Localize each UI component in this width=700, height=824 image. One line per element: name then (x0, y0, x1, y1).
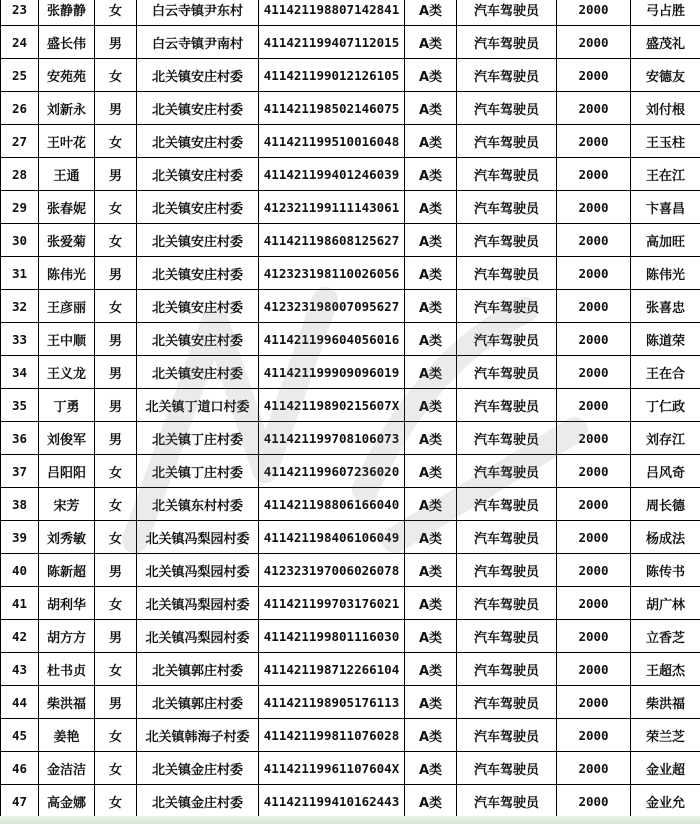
cell-gender: 男 (95, 356, 137, 389)
cell-name: 胡利华 (39, 587, 95, 620)
cell-id-number: 411421198406106049 (259, 521, 405, 554)
cell-category: A类 (405, 191, 457, 224)
cell-id-number: 411421199607236020 (259, 455, 405, 488)
cell-name: 杜书贞 (39, 653, 95, 686)
cell-category: A类 (405, 488, 457, 521)
cell-householder: 卞喜昌 (631, 191, 700, 224)
cell-householder: 吕风奇 (631, 455, 700, 488)
cell-category: A类 (405, 356, 457, 389)
cell-id-number: 411421199012126105 (259, 59, 405, 92)
cell-name: 金洁洁 (39, 752, 95, 785)
cell-householder: 王在合 (631, 356, 700, 389)
table-row (1, 92, 700, 125)
cell-category: A类 (405, 620, 457, 653)
cell-householder: 王玉柱 (631, 125, 700, 158)
cell-address: 北关镇丁庄村委 (137, 422, 259, 455)
cell-amount: 2000 (557, 389, 631, 422)
cell-householder: 陈传书 (631, 554, 700, 587)
cell-gender: 女 (95, 752, 137, 785)
cell-address: 北关镇金庄村委 (137, 752, 259, 785)
cell-id-number: 412323197006026078 (259, 554, 405, 587)
cell-gender: 男 (95, 257, 137, 290)
cell-id-number: 411421199801116030 (259, 620, 405, 653)
cell-amount: 2000 (557, 554, 631, 587)
cell-id-number: 411421199407112015 (259, 26, 405, 59)
cell-householder: 金业允 (631, 785, 700, 818)
cell-category: A类 (405, 587, 457, 620)
cell-category: A类 (405, 686, 457, 719)
page-bottom-edge (0, 816, 700, 824)
cell-householder: 王在江 (631, 158, 700, 191)
cell-training-type: 汽车驾驶员 (457, 356, 557, 389)
cell-index: 47 (1, 785, 39, 818)
cell-name: 刘新永 (39, 92, 95, 125)
table-row (1, 125, 700, 158)
cell-name: 陈新超 (39, 554, 95, 587)
cell-index: 44 (1, 686, 39, 719)
cell-training-type: 汽车驾驶员 (457, 323, 557, 356)
cell-address: 北关镇丁道口村委 (137, 389, 259, 422)
cell-id-number: 411421199510016048 (259, 125, 405, 158)
cell-amount: 2000 (557, 620, 631, 653)
cell-address: 北关镇冯梨园村委 (137, 521, 259, 554)
cell-training-type: 汽车驾驶员 (457, 257, 557, 290)
cell-address: 北关镇安庄村委 (137, 191, 259, 224)
cell-amount: 2000 (557, 290, 631, 323)
cell-householder: 立香芝 (631, 620, 700, 653)
cell-index: 31 (1, 257, 39, 290)
cell-training-type: 汽车驾驶员 (457, 26, 557, 59)
cell-index: 40 (1, 554, 39, 587)
cell-training-type: 汽车驾驶员 (457, 422, 557, 455)
cell-address: 白云寺镇尹南村 (137, 26, 259, 59)
cell-address: 北关镇安庄村委 (137, 92, 259, 125)
cell-address: 北关镇韩海子村委 (137, 719, 259, 752)
cell-training-type: 汽车驾驶员 (457, 752, 557, 785)
cell-gender: 女 (95, 59, 137, 92)
cell-name: 高金娜 (39, 785, 95, 818)
table-row (1, 686, 700, 719)
table-row (1, 653, 700, 686)
cell-id-number: 411421199401246039 (259, 158, 405, 191)
cell-address: 北关镇冯梨园村委 (137, 587, 259, 620)
cell-gender: 女 (95, 0, 137, 26)
table-row (1, 59, 700, 92)
cell-category: A类 (405, 653, 457, 686)
cell-name: 王通 (39, 158, 95, 191)
cell-id-number: 411421199909096019 (259, 356, 405, 389)
cell-name: 姜艳 (39, 719, 95, 752)
cell-amount: 2000 (557, 257, 631, 290)
cell-id-number: 411421199604056016 (259, 323, 405, 356)
cell-index: 24 (1, 26, 39, 59)
cell-householder: 弓占胜 (631, 0, 700, 26)
cell-gender: 男 (95, 92, 137, 125)
cell-gender: 女 (95, 587, 137, 620)
cell-training-type: 汽车驾驶员 (457, 620, 557, 653)
cell-gender: 女 (95, 521, 137, 554)
table-row (1, 785, 700, 818)
cell-training-type: 汽车驾驶员 (457, 554, 557, 587)
cell-address: 北关镇安庄村委 (137, 323, 259, 356)
cell-index: 35 (1, 389, 39, 422)
cell-id-number: 41142119961107604X (259, 752, 405, 785)
cell-index: 38 (1, 488, 39, 521)
cell-name: 盛长伟 (39, 26, 95, 59)
cell-training-type: 汽车驾驶员 (457, 521, 557, 554)
table-row (1, 752, 700, 785)
cell-amount: 2000 (557, 488, 631, 521)
cell-training-type: 汽车驾驶员 (457, 686, 557, 719)
cell-category: A类 (405, 389, 457, 422)
cell-gender: 男 (95, 158, 137, 191)
cell-amount: 2000 (557, 191, 631, 224)
cell-amount: 2000 (557, 587, 631, 620)
table-row (1, 191, 700, 224)
cell-category: A类 (405, 323, 457, 356)
cell-gender: 女 (95, 653, 137, 686)
table-row (1, 26, 700, 59)
cell-index: 36 (1, 422, 39, 455)
cell-index: 45 (1, 719, 39, 752)
cell-category: A类 (405, 290, 457, 323)
cell-address: 北关镇东村村委 (137, 488, 259, 521)
cell-training-type: 汽车驾驶员 (457, 125, 557, 158)
cell-training-type: 汽车驾驶员 (457, 290, 557, 323)
cell-index: 46 (1, 752, 39, 785)
cell-householder: 丁仁政 (631, 389, 700, 422)
table-row (1, 224, 700, 257)
cell-category: A类 (405, 59, 457, 92)
cell-gender: 男 (95, 422, 137, 455)
cell-householder: 盛茂礼 (631, 26, 700, 59)
cell-name: 刘秀敏 (39, 521, 95, 554)
table-row (1, 389, 700, 422)
cell-name: 吕阳阳 (39, 455, 95, 488)
cell-amount: 2000 (557, 356, 631, 389)
cell-training-type: 汽车驾驶员 (457, 224, 557, 257)
cell-training-type: 汽车驾驶员 (457, 785, 557, 818)
cell-address: 北关镇安庄村委 (137, 290, 259, 323)
cell-training-type: 汽车驾驶员 (457, 587, 557, 620)
cell-householder: 杨成法 (631, 521, 700, 554)
cell-index: 27 (1, 125, 39, 158)
cell-id-number: 41142119890215607X (259, 389, 405, 422)
cell-gender: 女 (95, 488, 137, 521)
cell-index: 37 (1, 455, 39, 488)
cell-gender: 男 (95, 686, 137, 719)
cell-amount: 2000 (557, 92, 631, 125)
cell-amount: 2000 (557, 26, 631, 59)
cell-training-type: 汽车驾驶员 (457, 653, 557, 686)
cell-gender: 男 (95, 554, 137, 587)
table-row (1, 422, 700, 455)
table-row (1, 356, 700, 389)
cell-id-number: 412323198007095627 (259, 290, 405, 323)
cell-householder: 张喜忠 (631, 290, 700, 323)
table-row (1, 554, 700, 587)
cell-name: 丁勇 (39, 389, 95, 422)
cell-name: 张春妮 (39, 191, 95, 224)
cell-amount: 2000 (557, 686, 631, 719)
cell-amount: 2000 (557, 752, 631, 785)
cell-householder: 刘付根 (631, 92, 700, 125)
cell-id-number: 411421198608125627 (259, 224, 405, 257)
cell-index: 30 (1, 224, 39, 257)
cell-category: A类 (405, 0, 457, 26)
cell-id-number: 411421199811076028 (259, 719, 405, 752)
cell-category: A类 (405, 455, 457, 488)
cell-amount: 2000 (557, 422, 631, 455)
cell-address: 北关镇安庄村委 (137, 257, 259, 290)
cell-address: 白云寺镇尹东村 (137, 0, 259, 26)
cell-gender: 女 (95, 191, 137, 224)
cell-index: 26 (1, 92, 39, 125)
cell-amount: 2000 (557, 785, 631, 818)
cell-gender: 女 (95, 125, 137, 158)
cell-index: 34 (1, 356, 39, 389)
cell-householder: 柴洪福 (631, 686, 700, 719)
cell-amount: 2000 (557, 455, 631, 488)
cell-id-number: 412323198110026056 (259, 257, 405, 290)
cell-category: A类 (405, 257, 457, 290)
cell-householder: 安德友 (631, 59, 700, 92)
cell-category: A类 (405, 554, 457, 587)
cell-category: A类 (405, 92, 457, 125)
cell-id-number: 411421198502146075 (259, 92, 405, 125)
table-row (1, 257, 700, 290)
cell-category: A类 (405, 224, 457, 257)
cell-training-type: 汽车驾驶员 (457, 719, 557, 752)
cell-index: 25 (1, 59, 39, 92)
table-row (1, 719, 700, 752)
cell-category: A类 (405, 752, 457, 785)
cell-name: 宋芳 (39, 488, 95, 521)
cell-index: 41 (1, 587, 39, 620)
cell-householder: 陈伟光 (631, 257, 700, 290)
cell-category: A类 (405, 26, 457, 59)
cell-name: 刘俊军 (39, 422, 95, 455)
cell-index: 32 (1, 290, 39, 323)
cell-training-type: 汽车驾驶员 (457, 59, 557, 92)
cell-amount: 2000 (557, 158, 631, 191)
cell-amount: 2000 (557, 653, 631, 686)
table-row (1, 587, 700, 620)
cell-amount: 2000 (557, 0, 631, 26)
table-row (1, 158, 700, 191)
cell-householder: 胡广林 (631, 587, 700, 620)
cell-training-type: 汽车驾驶员 (457, 92, 557, 125)
table-row (1, 521, 700, 554)
cell-category: A类 (405, 785, 457, 818)
cell-address: 北关镇安庄村委 (137, 356, 259, 389)
cell-address: 北关镇郭庄村委 (137, 653, 259, 686)
cell-name: 胡方方 (39, 620, 95, 653)
cell-id-number: 411421199708106073 (259, 422, 405, 455)
cell-gender: 男 (95, 389, 137, 422)
cell-category: A类 (405, 719, 457, 752)
cell-training-type: 汽车驾驶员 (457, 158, 557, 191)
cell-householder: 陈道荣 (631, 323, 700, 356)
cell-householder: 高加旺 (631, 224, 700, 257)
cell-address: 北关镇金庄村委 (137, 785, 259, 818)
cell-gender: 女 (95, 719, 137, 752)
table-row (1, 455, 700, 488)
cell-gender: 女 (95, 224, 137, 257)
cell-address: 北关镇冯梨园村委 (137, 620, 259, 653)
cell-training-type: 汽车驾驶员 (457, 389, 557, 422)
cell-amount: 2000 (557, 719, 631, 752)
cell-gender: 女 (95, 290, 137, 323)
cell-index: 42 (1, 620, 39, 653)
cell-training-type: 汽车驾驶员 (457, 191, 557, 224)
cell-index: 23 (1, 0, 39, 26)
cell-index: 28 (1, 158, 39, 191)
cell-name: 王中顺 (39, 323, 95, 356)
cell-address: 北关镇安庄村委 (137, 59, 259, 92)
cell-id-number: 411421199410162443 (259, 785, 405, 818)
cell-householder: 王超杰 (631, 653, 700, 686)
cell-name: 张静静 (39, 0, 95, 26)
cell-index: 39 (1, 521, 39, 554)
cell-amount: 2000 (557, 323, 631, 356)
cell-id-number: 412321199111143061 (259, 191, 405, 224)
cell-id-number: 411421198712266104 (259, 653, 405, 686)
cell-id-number: 411421198905176113 (259, 686, 405, 719)
cell-householder: 刘存江 (631, 422, 700, 455)
cell-name: 张爱菊 (39, 224, 95, 257)
cell-category: A类 (405, 521, 457, 554)
cell-category: A类 (405, 125, 457, 158)
cell-amount: 2000 (557, 59, 631, 92)
cell-gender: 男 (95, 323, 137, 356)
cell-name: 王彦丽 (39, 290, 95, 323)
cell-address: 北关镇安庄村委 (137, 125, 259, 158)
cell-gender: 男 (95, 620, 137, 653)
cell-householder: 周长德 (631, 488, 700, 521)
cell-amount: 2000 (557, 125, 631, 158)
table-row (1, 0, 700, 26)
cell-address: 北关镇安庄村委 (137, 158, 259, 191)
cell-amount: 2000 (557, 521, 631, 554)
cell-index: 43 (1, 653, 39, 686)
cell-category: A类 (405, 422, 457, 455)
cell-training-type: 汽车驾驶员 (457, 0, 557, 26)
cell-address: 北关镇丁庄村委 (137, 455, 259, 488)
cell-householder: 荣兰芝 (631, 719, 700, 752)
cell-amount: 2000 (557, 224, 631, 257)
cell-training-type: 汽车驾驶员 (457, 455, 557, 488)
cell-gender: 女 (95, 785, 137, 818)
cell-address: 北关镇安庄村委 (137, 224, 259, 257)
cell-name: 柴洪福 (39, 686, 95, 719)
cell-name: 安苑苑 (39, 59, 95, 92)
cell-householder: 金业超 (631, 752, 700, 785)
cell-gender: 女 (95, 455, 137, 488)
cell-id-number: 411421198807142841 (259, 0, 405, 26)
cell-name: 陈伟光 (39, 257, 95, 290)
cell-id-number: 411421198806166040 (259, 488, 405, 521)
cell-id-number: 411421199703176021 (259, 587, 405, 620)
cell-name: 王义龙 (39, 356, 95, 389)
cell-index: 29 (1, 191, 39, 224)
table-row (1, 488, 700, 521)
cell-index: 33 (1, 323, 39, 356)
cell-address: 北关镇郭庄村委 (137, 686, 259, 719)
table-row (1, 323, 700, 356)
table-row (1, 620, 700, 653)
table-row (1, 290, 700, 323)
cell-address: 北关镇冯梨园村委 (137, 554, 259, 587)
table-body (1, 0, 700, 818)
cell-gender: 男 (95, 26, 137, 59)
cell-name: 王叶花 (39, 125, 95, 158)
cell-category: A类 (405, 158, 457, 191)
cell-training-type: 汽车驾驶员 (457, 488, 557, 521)
